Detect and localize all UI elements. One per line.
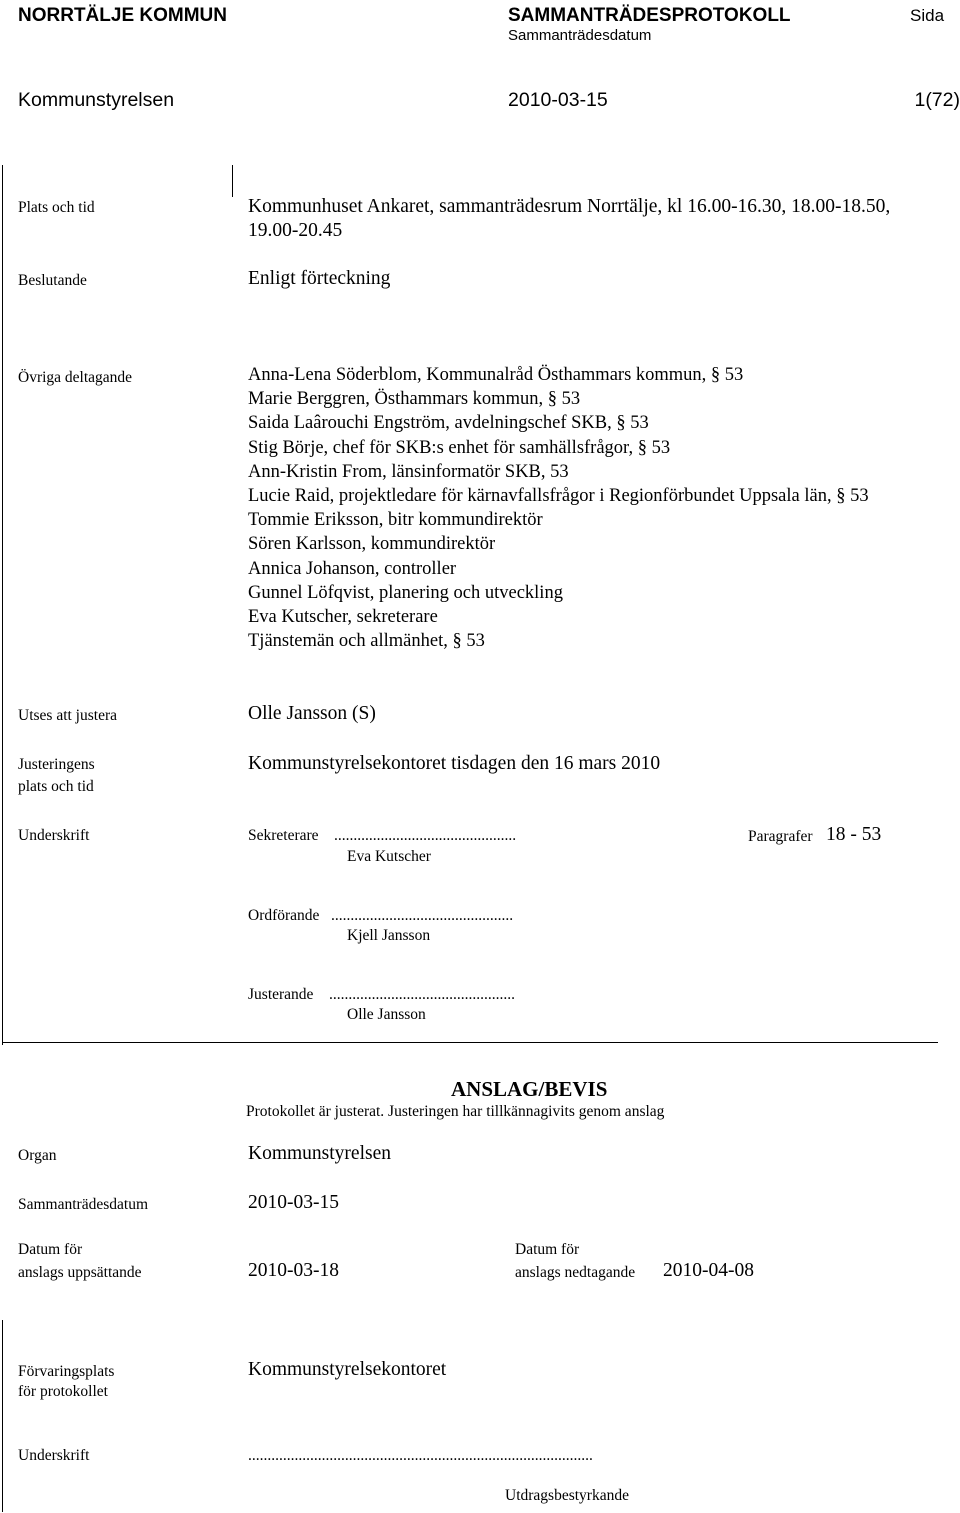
participant-item: Eva Kutscher, sekreterare <box>248 607 438 628</box>
participant-item: Gunnel Löfqvist, planering och utveckling <box>248 582 563 603</box>
adjuster-signature-line: ................................................ <box>329 986 515 1003</box>
posted-date-label-2: anslags uppsättande <box>18 1264 142 1281</box>
notice-meeting-date-label: Sammanträdesdatum <box>18 1196 148 1213</box>
participants-list <box>248 363 869 653</box>
participant-item: Tommie Eriksson, bitr kommundirektör <box>248 510 543 531</box>
secretary-signature-line: ............................................... <box>334 827 517 844</box>
notice-signature-label: Underskrift <box>18 1447 90 1464</box>
place-time-value-line1: Kommunhuset Ankaret, sammanträdesrum Norrtälje, kl 16.00-16.30, 18.00-18.50, <box>248 196 891 217</box>
storage-label-1: Förvaringsplats <box>18 1363 115 1380</box>
posted-date-label-1: Datum för <box>18 1241 83 1258</box>
posted-date-value: 2010-03-18 <box>248 1260 339 1281</box>
secretary-name: Eva Kutscher <box>347 848 431 865</box>
organ-name: Kommunstyrelsen <box>18 89 175 111</box>
participant-item: Saida Laârouchi Engström, avdelningschef SKB, § 53 <box>248 413 649 434</box>
adjuster-value: Olle Jansson (S) <box>248 703 376 724</box>
notice-organ-value: Kommunstyrelsen <box>248 1143 391 1164</box>
paragraphs-value: 18 - 53 <box>826 824 882 845</box>
removed-date-value: 2010-04-08 <box>663 1260 754 1281</box>
notice-subtitle: Protokollet är justerat. Justeringen har tillkännagivits genom anslag <box>246 1103 665 1120</box>
paragraphs-label: Paragrafer <box>748 828 813 845</box>
participant-item: Stig Börje, chef för SKB:s enhet för samhällsfrågor, § 53 <box>248 437 671 458</box>
frame-left-border <box>2 165 3 1045</box>
meeting-date: 2010-03-15 <box>508 89 608 111</box>
deciders-value: Enligt förteckning <box>248 268 391 289</box>
place-time-value-line2: 19.00-20.45 <box>248 220 343 241</box>
secretary-role: Sekreterare <box>248 827 319 844</box>
section-divider <box>2 1042 938 1043</box>
adjust-when-label-1: Justeringens <box>18 756 95 773</box>
adjust-when-label-2: plats och tid <box>18 778 94 795</box>
participant-item: Marie Berggren, Östhammars kommun, § 53 <box>248 389 581 410</box>
chair-name: Kjell Jansson <box>347 927 431 944</box>
municipality-name: NORRTÄLJE KOMMUN <box>18 5 227 26</box>
notice-signature-role: Utdragsbestyrkande <box>505 1487 629 1504</box>
removed-date-label-2: anslags nedtagande <box>515 1264 636 1281</box>
participants-label: Övriga deltagande <box>18 369 133 386</box>
place-time-label: Plats och tid <box>18 199 95 216</box>
notice-frame-left-border <box>2 1320 3 1512</box>
participant-item: Ann-Kristin From, länsinformatör SKB, 53 <box>248 461 569 482</box>
removed-date-label-1: Datum för <box>515 1241 580 1258</box>
page-label: Sida <box>910 6 945 25</box>
chair-role: Ordförande <box>248 907 320 924</box>
participant-item: Anna-Lena Söderblom, Kommunalråd Östhammars kommun, § 53 <box>248 365 744 385</box>
adjuster-name: Olle Jansson <box>347 1006 426 1023</box>
chair-signature-line: ............................................... <box>331 907 514 924</box>
signature-label: Underskrift <box>18 827 90 844</box>
participant-item: Lucie Raid, projektledare för kärnavfallsfrågor i Regionförbundet Uppsala län, § 53 <box>248 486 869 507</box>
notice-signature-line: ......................................................................................... <box>248 1447 593 1464</box>
storage-label-2: för protokollet <box>18 1383 108 1400</box>
column-divider <box>232 165 233 197</box>
deciders-label: Beslutande <box>18 272 87 289</box>
participant-item: Annica Johanson, controller <box>248 558 457 579</box>
notice-meeting-date-value: 2010-03-15 <box>248 1192 339 1213</box>
adjuster-label: Utses att justera <box>18 707 118 724</box>
adjuster-role: Justerande <box>248 986 314 1003</box>
storage-value: Kommunstyrelsekontoret <box>248 1359 447 1380</box>
document-type: SAMMANTRÄDESPROTOKOLL <box>508 5 791 26</box>
participant-item: Sören Karlsson, kommundirektör <box>248 534 496 555</box>
adjust-when-value: Kommunstyrelsekontoret tisdagen den 16 mars 2010 <box>248 753 661 774</box>
page-number: 1(72) <box>914 89 960 111</box>
notice-title: ANSLAG/BEVIS <box>451 1077 608 1101</box>
document-subtitle: Sammanträdesdatum <box>508 27 652 44</box>
notice-organ-label: Organ <box>18 1147 57 1164</box>
participant-item: Tjänstemän och allmänhet, § 53 <box>248 631 485 652</box>
